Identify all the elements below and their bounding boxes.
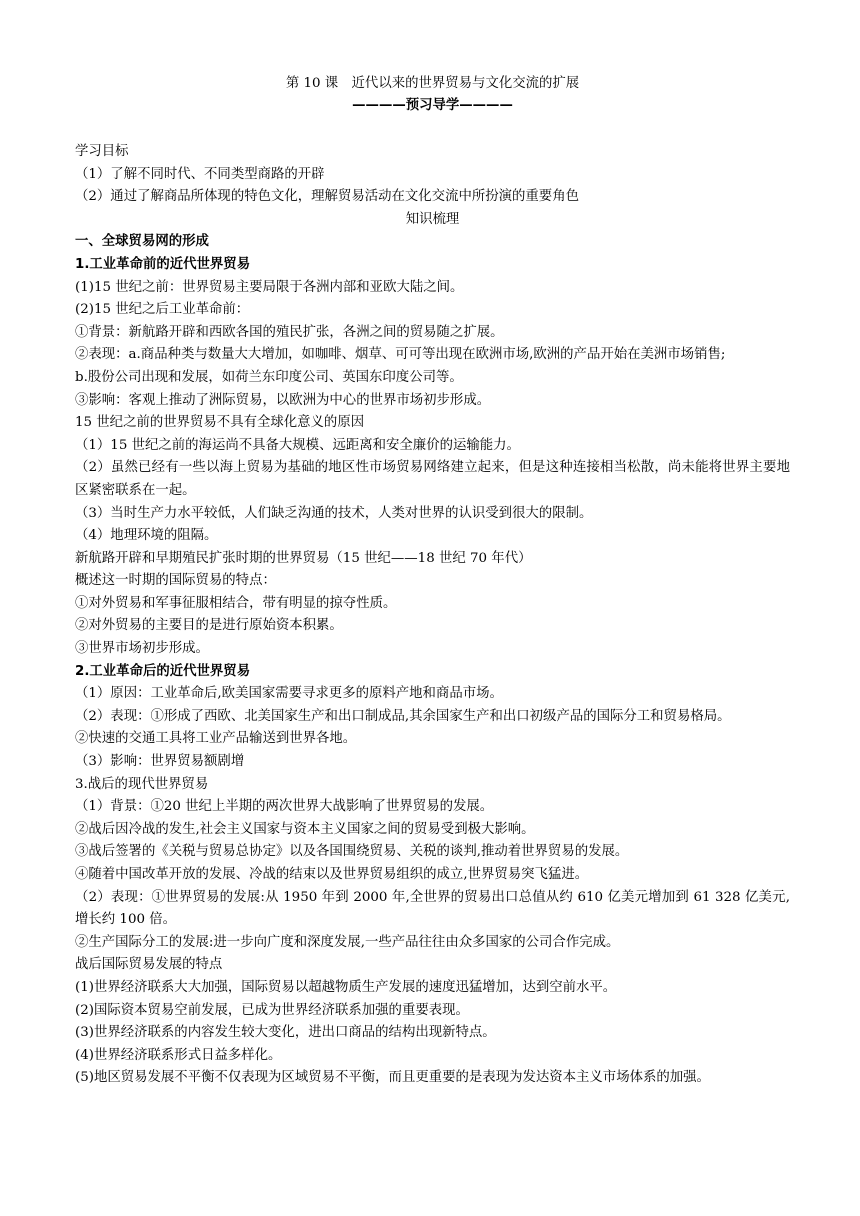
text-line: (4)世界经济联系形式日益多样化。 bbox=[75, 1047, 282, 1063]
text-line: ③战后签署的《关税与贸易总协定》以及各国围绕贸易、关税的谈判,推动着世界贸易的发展。 bbox=[75, 844, 629, 860]
text-line: （3）影响：世界贸易额剧增 bbox=[75, 754, 245, 770]
subsection-heading: 3.战后的现代世界贸易 bbox=[75, 776, 209, 792]
subsection-heading: 1.工业革命前的近代世界贸易 bbox=[75, 256, 251, 272]
text-line: (2)国际资本贸易空前发展，已成为世界经济联系加强的重要表现。 bbox=[75, 1002, 469, 1018]
text-line: ②战后因冷战的发生,社会主义国家与资本主义国家之间的贸易受到极大影响。 bbox=[75, 821, 535, 837]
text-line: （2）表现：①形成了西欧、北美国家生产和出口制成品,其余国家生产和出口初级产品的国际分工和贸易格局。 bbox=[75, 708, 731, 724]
text-line: （1）背景：①20 世纪上半期的两次世界大战影响了世界贸易的发展。 bbox=[75, 799, 494, 815]
spacer bbox=[75, 117, 790, 141]
text-line: ①背景：新航路开辟和西欧各国的殖民扩张，各洲之间的贸易随之扩展。 bbox=[75, 324, 504, 340]
text-line: 战后国际贸易发展的特点 bbox=[75, 957, 223, 973]
text-line: （2）虽然已经有一些以海上贸易为基础的地区性市场贸易网络建立起来，但是这种连接相当松散，尚未能将世界主要地区紧密联系在一起。 bbox=[75, 460, 790, 498]
text-line: ①对外贸易和军事征服相结合，带有明显的掠夺性质。 bbox=[75, 595, 397, 611]
text-line: 新航路开辟和早期殖民扩张时期的世界贸易（15 世纪——18 世纪 70 年代） bbox=[75, 550, 532, 566]
text-line: 概述这一时期的国际贸易的特点： bbox=[75, 573, 276, 589]
text-line: ②快速的交通工具将工业产品输送到世界各地。 bbox=[75, 731, 357, 747]
goal-item: （2）通过了解商品所体现的特色文化，理解贸易活动在文化交流中所扮演的重要角色 bbox=[75, 189, 579, 205]
document-page bbox=[75, 73, 790, 1090]
text-line: b.股份公司出现和发展，如荷兰东印度公司、英国东印度公司等。 bbox=[75, 369, 463, 385]
text-line: (3)世界经济联系的内容发生较大变化，进出口商品的结构出现新特点。 bbox=[75, 1025, 496, 1041]
section-heading: 一、全球贸易网的形成 bbox=[75, 234, 209, 250]
text-line: (1)世界经济联系大大加强，国际贸易以超越物质生产发展的速度迅猛增加，达到空前水平。 bbox=[75, 979, 617, 995]
text-line: （4）地理环境的阻隔。 bbox=[75, 528, 218, 544]
text-line: (1)15 世纪之前：世界贸易主要局限于各洲内部和亚欧大陆之间。 bbox=[75, 279, 464, 295]
text-line: （1）原因：工业革命后,欧美国家需要寻求更多的原料产地和商品市场。 bbox=[75, 686, 503, 702]
text-line: （3）当时生产力水平较低，人们缺乏沟通的技术，人类对世界的认识受到很大的限制。 bbox=[75, 505, 593, 521]
text-line: ②对外贸易的主要目的是进行原始资本积累。 bbox=[75, 618, 343, 634]
text-line: ③世界市场初步形成。 bbox=[75, 641, 209, 657]
text-line: (2)15 世纪之后工业革命前： bbox=[75, 302, 250, 318]
knowledge-heading: 知识梳理 bbox=[405, 211, 460, 227]
text-line: ④随着中国改革开放的发展、冷战的结束以及世界贸易组织的成立,世界贸易突飞猛进。 bbox=[75, 867, 589, 882]
subsection-heading: 2.工业革命后的近代世界贸易 bbox=[75, 663, 251, 679]
text-line: ②生产国际分工的发展:进一步向广度和深度发展,一些产品往往由众多国家的公司合作完成。 bbox=[75, 934, 620, 950]
goals-heading: 学习目标 bbox=[75, 144, 129, 159]
lesson-title: 第 10 课 近代以来的世界贸易与文化交流的扩展 bbox=[285, 76, 580, 91]
lesson-subtitle: ————预习导学———— bbox=[352, 98, 513, 113]
goal-item: （1）了解不同时代、不同类型商路的开辟 bbox=[75, 166, 325, 182]
text-line: （1）15 世纪之前的海运尚不具备大规模、远距离和安全廉价的运输能力。 bbox=[75, 437, 520, 453]
text-line: (5)地区贸易发展不平衡不仅表现为区域贸易不平衡，而且更重要的是表现为发达资本主义市场体系的加强。 bbox=[75, 1070, 710, 1086]
text-line: ②表现：a.商品种类与数量大大增加，如咖啡、烟草、可可等出现在欧洲市场,欧洲的产品开始在美洲市场销售; bbox=[75, 347, 726, 363]
text-line: ③影响：客观上推动了洲际贸易，以欧洲为中心的世界市场初步形成。 bbox=[75, 392, 491, 408]
text-line: 15 世纪之前的世界贸易不具有全球化意义的原因 bbox=[75, 415, 365, 431]
text-line: （2）表现：①世界贸易的发展:从 1950 年到 2000 年,全世界的贸易出口总值从约 610 亿美元增加到 61 328 亿美元,增长约 100 倍。 bbox=[75, 889, 790, 928]
